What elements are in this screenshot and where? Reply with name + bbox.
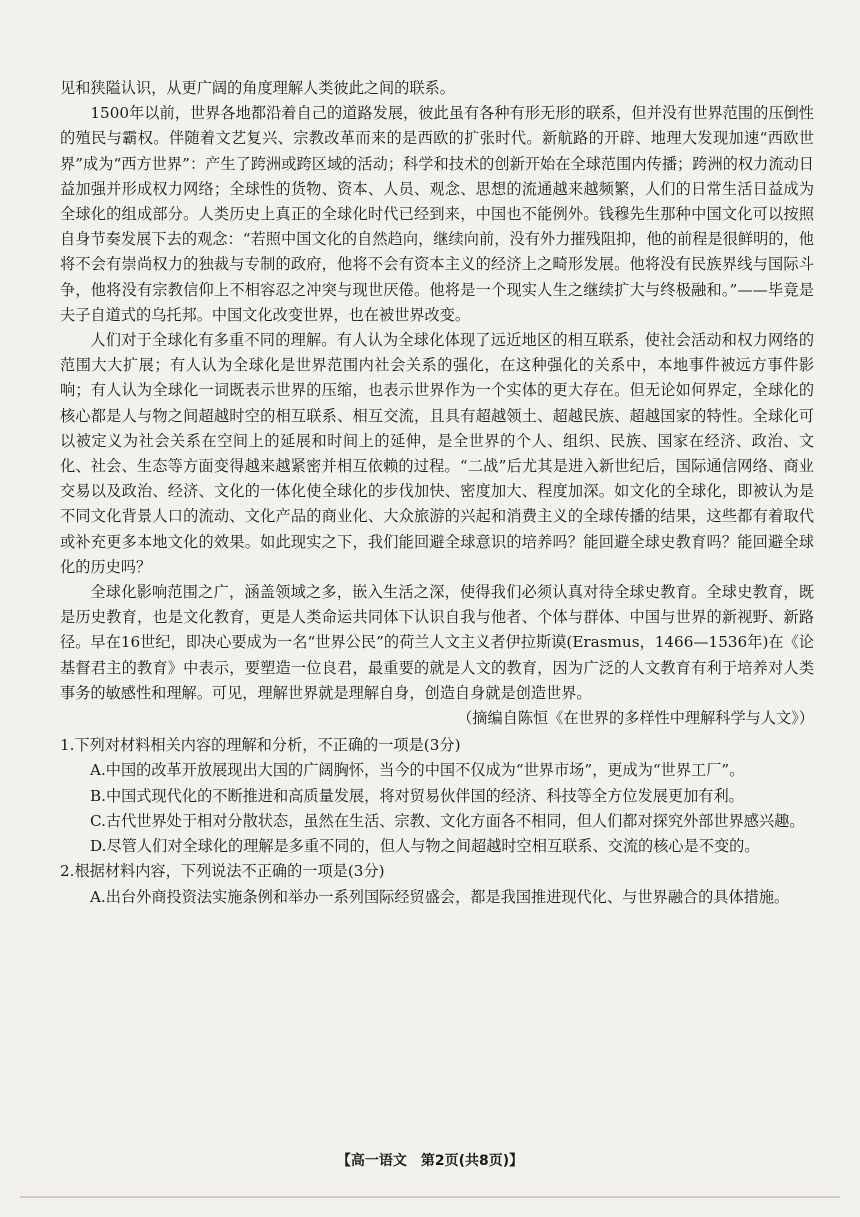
paragraph-continued: 见和狭隘认识，从更广阔的角度理解人类彼此之间的联系。 (60, 79, 455, 97)
question-1-option-a: A.中国的改革开放展现出大国的广阔胸怀，当今的中国不仅成为“世界市场”，更成为“世界工厂”。 (90, 761, 745, 780)
page-footer: 【高一语文 第2页(共8页)】 (336, 1153, 524, 1169)
question-1-option-b: B.中国式现代化的不断推进和高质量发展，将对贸易伙伴国的经济、科技等全方位发展更加有利。 (90, 786, 744, 805)
paragraph-1500: 1500年以前，世界各地都沿着自己的道路发展，彼此虽有各种有形无形的联系，但并没有世界范围的压倒性的殖民与霸权。伴随着文艺复兴、宗教改革而来的是西欧的扩张时代。新航路的开辟、地理大发现加速“西欧世界”成为“西方世界”：产生了跨洲或跨区域的活动；科学和技术的创新开始在全球范围内传播；跨洲的权力流动日益加强并形成权力网络；全球性的货物、资本、人员、观念、思想的流通越来越频繁，人们的日常生活日益成为全球化的组成部分。人类历史上真正的全球化时代已经到来，中国也不能例外。钱穆先生那种中国文化可以按照自身节奏发展下去的观念：“若照中国文化的自然趋向，继续向前，没有外力摧残阻抑，他的前程是很鲜明的，他将不会有崇尚权力的独裁与专制的政府，他将不会有资本主义的经济上之畸形发展。他将没有民族界线与国际斗争，他将没有宗教信仰上不相容忍之冲突与现世厌倦。他将是一个现实人生之继续扩大与终极融和。”——毕竟是夫子自道式的乌托邦。中国文化改变世界，也在被世界改变。 (60, 104, 814, 324)
question-2-stem: 2.根据材料内容，下列说法不正确的一项是(3分) (60, 862, 385, 881)
paragraph-globalization-understanding: 人们对于全球化有多重不同的理解。有人认为全球化体现了远近地区的相互联系，使社会活动和权力网络的范围大大扩展；有人认为全球化是世界范围内社会关系的强化，在这种强化的关系中，本地事件被远方事件影响；有人认为全球化一词既表示世界的压缩，也表示世界作为一个实体的更大存在。但无论如何界定，全球化的核心都是人与物之间超越时空的相互联系、相互交流，且具有超越领土、超越民族、超越国家的特性。全球化可以被定义为社会关系在空间上的延展和时间上的延伸，是全世界的个人、组织、民族、国家在经济、政治、文化、社会、生态等方面变得越来越紧密并相互依赖的过程。“二战”后尤其是进入新世纪后，国际通信网络、商业交易以及政治、经济、文化的一体化使全球化的步伐加快、密度加大、程度加深。如文化的全球化，即被认为是不同文化背景人口的流动、文化产品的商业化、大众旅游的兴起和消费主义的全球传播的结果，这些都有着取代或补充更多本地文化的效果。如此现实之下，我们能回避全球意识的培养吗？能回避全球史教育吗？能回避全球化的历史吗？ (60, 331, 814, 576)
source-citation: （摘编自陈恒《在世界的多样性中理解科学与人文》） (457, 709, 814, 728)
question-1-option-d: D.尽管人们对全球化的理解是多重不同的，但人与物之间超越时空相互联系、交流的核心是不变的。 (90, 837, 760, 856)
paragraph-global-history-education: 全球化影响范围之广，涵盖领域之多，嵌入生活之深，使得我们必须认真对待全球史教育。全球史教育，既是历史教育，也是文化教育，更是人类命运共同体下认识自我与他者、个体与群体、中国与世界的新视野、新路径。早在16世纪，即决心要成为一名“世界公民”的荷兰人文主义者伊拉斯谟(Erasmus，1466—1536年)在《论基督君主的教育》中表示，要塑造一位良君，最重要的就是人文的教育，因为广泛的人文教育有利于培养对人类事务的敏感性和理解。可见，理解世界就是理解自身，创造自身就是创造世界。 (60, 583, 814, 702)
question-2-option-a: A.出台外商投资法实施条例和举办一系列国际经贸盛会，都是我国推进现代化、与世界融合的具体措施。 (90, 887, 790, 906)
question-1-stem: 1.下列对材料相关内容的理解和分析，不正确的一项是(3分) (60, 736, 461, 755)
question-1-option-c: C.古代世界处于相对分散状态，虽然在生活、宗教、文化方面各不相同，但人们都对探究外部世界感兴趣。 (90, 811, 805, 830)
bottom-divider (20, 1196, 840, 1198)
